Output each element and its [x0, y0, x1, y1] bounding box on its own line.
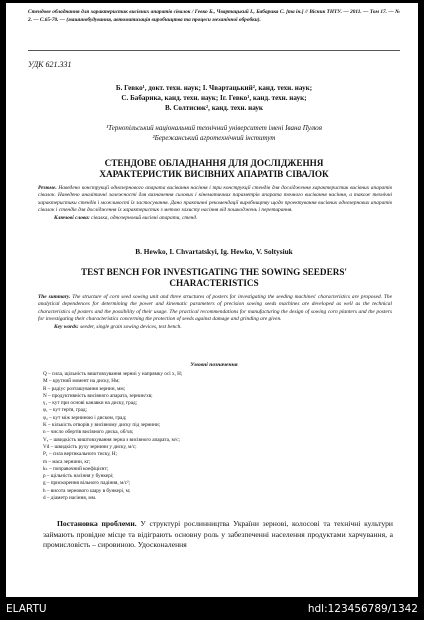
paper-page [6, 3, 418, 597]
notation-item: M – крутний момент на диску, Нм; [43, 378, 120, 385]
keywords-ua [38, 215, 392, 222]
abstract-text: The structure of corn seed sowing unit and three structures of posters for investigating the seeding machines' characteristics are proposed. The analytical dependences for determining the power and kinematic parameters of precision sowing seeds machines are developed as well as the technical characteristics of posters and the possibility of their usage. The practical recommendations for manufacturing the design of sowing corn planters and the posters for investigating their characteristics concerning the protection of seeds against damage and grinding are given. [38, 294, 392, 323]
title-line: TEST BENCH FOR INVESTIGATING THE SOWING SEEDERS' [80, 267, 347, 277]
notation-item: R – радіус розташування зернин, мм; [43, 385, 126, 392]
notation-item: K – кількість отворів у висівному диску під зернини; [43, 422, 161, 429]
notation-heading: Умовні позначення [190, 362, 238, 368]
abstract-label: The summary. [38, 294, 71, 300]
notation-item: N – продуктивність висівного апарата, зернин/хв; [43, 392, 153, 399]
authors-line: Б. Гевко¹, докт. техн. наук; І. Чвартацький², канд. техн. наук; [115, 84, 313, 92]
repository-name: ELARTU [6, 603, 47, 615]
title-en [28, 267, 400, 288]
abstract-ua [38, 185, 392, 222]
notation-item: Vd – швидкість руху зернини у диску, м/с; [43, 443, 137, 450]
notation-item: Q – сила, щільність виштовхування зерниі у напрямку осі x, Н; [43, 371, 183, 377]
affiliation-line: ²Бережанський агротехнічний інститут [152, 133, 276, 142]
notation-item: Vₓ – швидкість виштовхування зерна з висівного апарата, м/с; [43, 436, 180, 443]
notation-item: γ₁ – кут при основі канавки на диску, град; [43, 400, 138, 407]
authors-line: В. Солтисюк², канд. техн. наук [164, 104, 264, 113]
authors-en: B. Hewko, I. Chvartatskyi, Ig. Hewko, V. Soltysiuk [135, 247, 293, 256]
title-line: CHARACTERISTICS [169, 277, 259, 288]
authors-ua [28, 83, 400, 114]
section-heading: Постановка проблеми. [57, 519, 137, 528]
notation-item: h – висота зернового шару в бункері, м; [43, 487, 131, 494]
notation-item: φ₁ – кут тертя, град; [43, 407, 87, 414]
notation-item: kₖ – поправочний коефіцієнт; [43, 465, 109, 472]
affiliations [28, 124, 400, 143]
keywords-text: сівалка, однозерновий висівні апарати, стенд. [89, 214, 198, 221]
abstract-en [38, 294, 392, 331]
authors-line: С. Бабарика, канд. техн. наук; Іг. Гевко¹, канд. техн. наук; [121, 94, 307, 103]
title-ua [28, 158, 400, 179]
abstract-label: Резюме. [38, 185, 57, 191]
notation-item: p – щільність насіння у бункері; [43, 473, 114, 480]
affiliation-line: ¹Тернопільський національний технічний університет імені Івана Пулюя [106, 124, 322, 132]
notation-list [43, 371, 393, 502]
keywords-text: seeder, single grain sowing devices, test bench. [78, 323, 182, 330]
notation-item: m – маса зернини, кг; [43, 458, 91, 465]
udc-code: УДК 621.331 [28, 60, 72, 69]
keywords-label: Key words: [54, 323, 79, 330]
title-line: ХАРАКТЕРИСТИК ВИСІВНИХ АПАРАТІВ СІВАЛОК [99, 168, 329, 179]
notation-item: g – прискорення вільного падіння, м/с²; [43, 480, 131, 487]
abstract-text: Наведено конструкції однозернового апарата висівання насіння і три конструкції стендів для дослідження характеристик висівних апаратів сівалок. Наведено аналітичні залежності для визначення силових і кінематичних параметрів апарата точного висівання насіння, а також технічні характеристики стендів і можливості їх застосування. Дано практичні рекомендації виробництву щодо проектування висівних однозернових апаратів сівалок і стендів для дослідження їх характеристик з метою захисту насіння від пошкоджень і перетирання. [38, 185, 392, 214]
notation-item: P₁ – сила вертикального тиску, Н; [43, 451, 118, 458]
notation-item: φ₂ – кут між зерниною і диском, град; [43, 414, 127, 421]
citation: Стендове обладнання для характеристик висівних апаратів сівалок / Гевко Б., Чвартацький І., Бабарика С. [та ін.] // Вісник ТНТУ. — 2011. — Том 17. — № 2. — С.65-70. — (машинобудування, автоматизація виробництва та процеси механічної обробки). [28, 9, 400, 24]
notation-item: d – діаметр насіння, мм. [43, 495, 97, 502]
keywords-en [38, 324, 392, 331]
body-paragraph [43, 519, 393, 551]
title-line: СТЕНДОВЕ ОБЛАДНАННЯ ДЛЯ ДОСЛІДЖЕННЯ [104, 158, 324, 168]
handle-link[interactable]: hdl:123456789/1342 [307, 603, 418, 615]
divider [28, 50, 400, 51]
body-text: У структурі рослинництва України зернові, колосові та технічні культури займають провідне місце та відіграють основну роль у забезпеченні населення продуктами харчування, а промисловість – сировиною. Удосконалення [43, 519, 393, 550]
footer-bar [0, 597, 424, 620]
keywords-label: Ключові слова: [54, 214, 90, 221]
notation-item: n – число обертів висівного диска, об/хв; [43, 429, 134, 436]
